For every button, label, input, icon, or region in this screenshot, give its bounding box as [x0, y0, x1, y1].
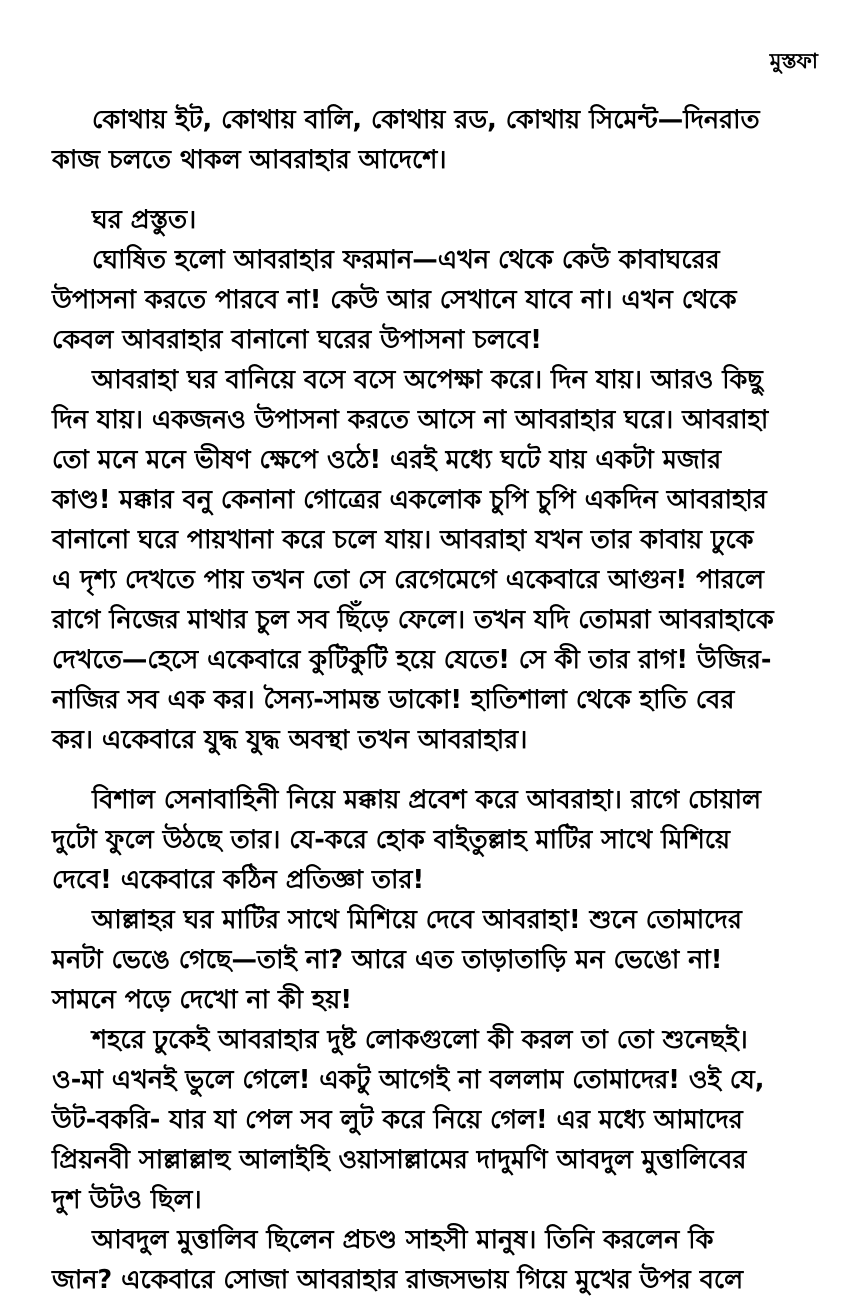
text-line: রাগে নিজের মাথার চুল সব ছিঁড়ে ফেলে। তখন যদি তোমরা আবরাহাকে [52, 605, 774, 635]
text-line: উপাসনা করতে পারবে না! কেউ আর সেখানে যাবে না। এখন থেকে [52, 285, 737, 315]
text-line: তো মনে মনে ভীষণ ক্ষেপে ওঠে! এরই মধ্যে ঘটে যায় একটা মজার [52, 445, 722, 475]
running-head-title: মুস্তফা [769, 49, 818, 73]
text-line: দিন যায়। একজনও উপাসনা করতে আসে না আবরাহার ঘরে। আবরাহা [52, 405, 769, 435]
text-line: কেবল আবরাহার বানানো ঘরের উপাসনা চলবে! [52, 325, 542, 355]
text-line: দুশ উটও ছিল। [52, 1185, 202, 1215]
paragraph [52, 240, 816, 360]
body-text [52, 100, 816, 1300]
text-line: এ দৃশ্য দেখতে পায় তখন তো সে রেগেমেগে একেবারে আগুন! পারলে [52, 565, 765, 595]
text-line: ঘোষিত হলো আবরাহার ফরমান—এখন থেকে কেউ কাবাঘরের [92, 245, 720, 275]
paragraph [52, 200, 816, 240]
text-line: বানানো ঘরে পায়খানা করে চলে যায়। আবরাহা যখন তার কাবায় ঢুকে [52, 525, 754, 555]
paragraph [52, 1020, 816, 1220]
paragraph [52, 900, 816, 1020]
paragraph [52, 100, 816, 180]
text-line: ঘর প্রস্তুত। [92, 205, 197, 235]
text-line: শহরে ঢুকেই আবরাহার দুষ্ট লোকগুলো কী করল তা তো শুনেছই। [92, 1025, 748, 1055]
text-line: আবদুল মুত্তালিব ছিলেন প্রচণ্ড সাহসী মানুষ। তিনি করলেন কি [92, 1225, 714, 1255]
text-line: প্রিয়নবী সাল্লাল্লাহু আলাইহি ওয়াসাল্লামের দাদুমণি আবদুল মুত্তালিবের [52, 1145, 747, 1175]
text-line: কাণ্ড! মক্কার বনু কেনানা গোত্রের একলোক চুপি চুপি একদিন আবরাহার [52, 485, 767, 515]
text-line: আবরাহা ঘর বানিয়ে বসে বসে অপেক্ষা করে। দিন যায়। আরও কিছু [92, 365, 763, 395]
text-line: ও-মা এখনই ভুলে গেলে! একটু আগেই না বললাম তোমাদের! ওই যে, [52, 1065, 765, 1095]
text-line: কোথায় ইট, কোথায় বালি, কোথায় রড, কোথায় সিমেন্ট—দিনরাত [92, 105, 760, 135]
text-line: জান? একেবারে সোজা আবরাহার রাজসভায় গিয়ে মুখের উপর বলে [52, 1265, 744, 1295]
paragraph [52, 1220, 816, 1300]
paragraph [52, 780, 816, 900]
text-line: দুটো ফুলে উঠছে তার। যে-করে হোক বাইতুল্লাহ মাটির সাথে মিশিয়ে [52, 825, 731, 855]
text-line: মনটা ভেঙে গেছে—তাই না? আরে এত তাড়াতাড়ি মন ভেঙো না! [52, 945, 723, 975]
text-line: নাজির সব এক কর। সৈন্য-সামন্ত ডাকো! হাতিশালা থেকে হাতি বের [52, 685, 735, 715]
text-line: বিশাল সেনাবাহিনী নিয়ে মক্কায় প্রবেশ করে আবরাহা। রাগে চোয়াল [92, 785, 761, 815]
text-line: দেবে! একেবারে কঠিন প্রতিজ্ঞা তার! [52, 865, 425, 895]
text-line: দেখতে—হেসে একেবারে কুটিকুটি হয়ে যেতে! সে কী তার রাগ! উজির- [52, 645, 772, 675]
paragraph [52, 360, 816, 760]
text-line: উট-বকরি- যার যা পেল সব লুট করে নিয়ে গেল! এর মধ্যে আমাদের [52, 1105, 743, 1135]
text-line: আল্লাহর ঘর মাটির সাথে মিশিয়ে দেবে আবরাহা! শুনে তোমাদের [92, 905, 742, 935]
text-line: কর। একেবারে যুদ্ধ যুদ্ধ অবস্থা তখন আবরাহার। [52, 725, 528, 755]
text-line: সামনে পড়ে দেখো না কী হয়! [52, 985, 352, 1015]
text-line: কাজ চলতে থাকল আবরাহার আদেশে। [52, 145, 447, 175]
